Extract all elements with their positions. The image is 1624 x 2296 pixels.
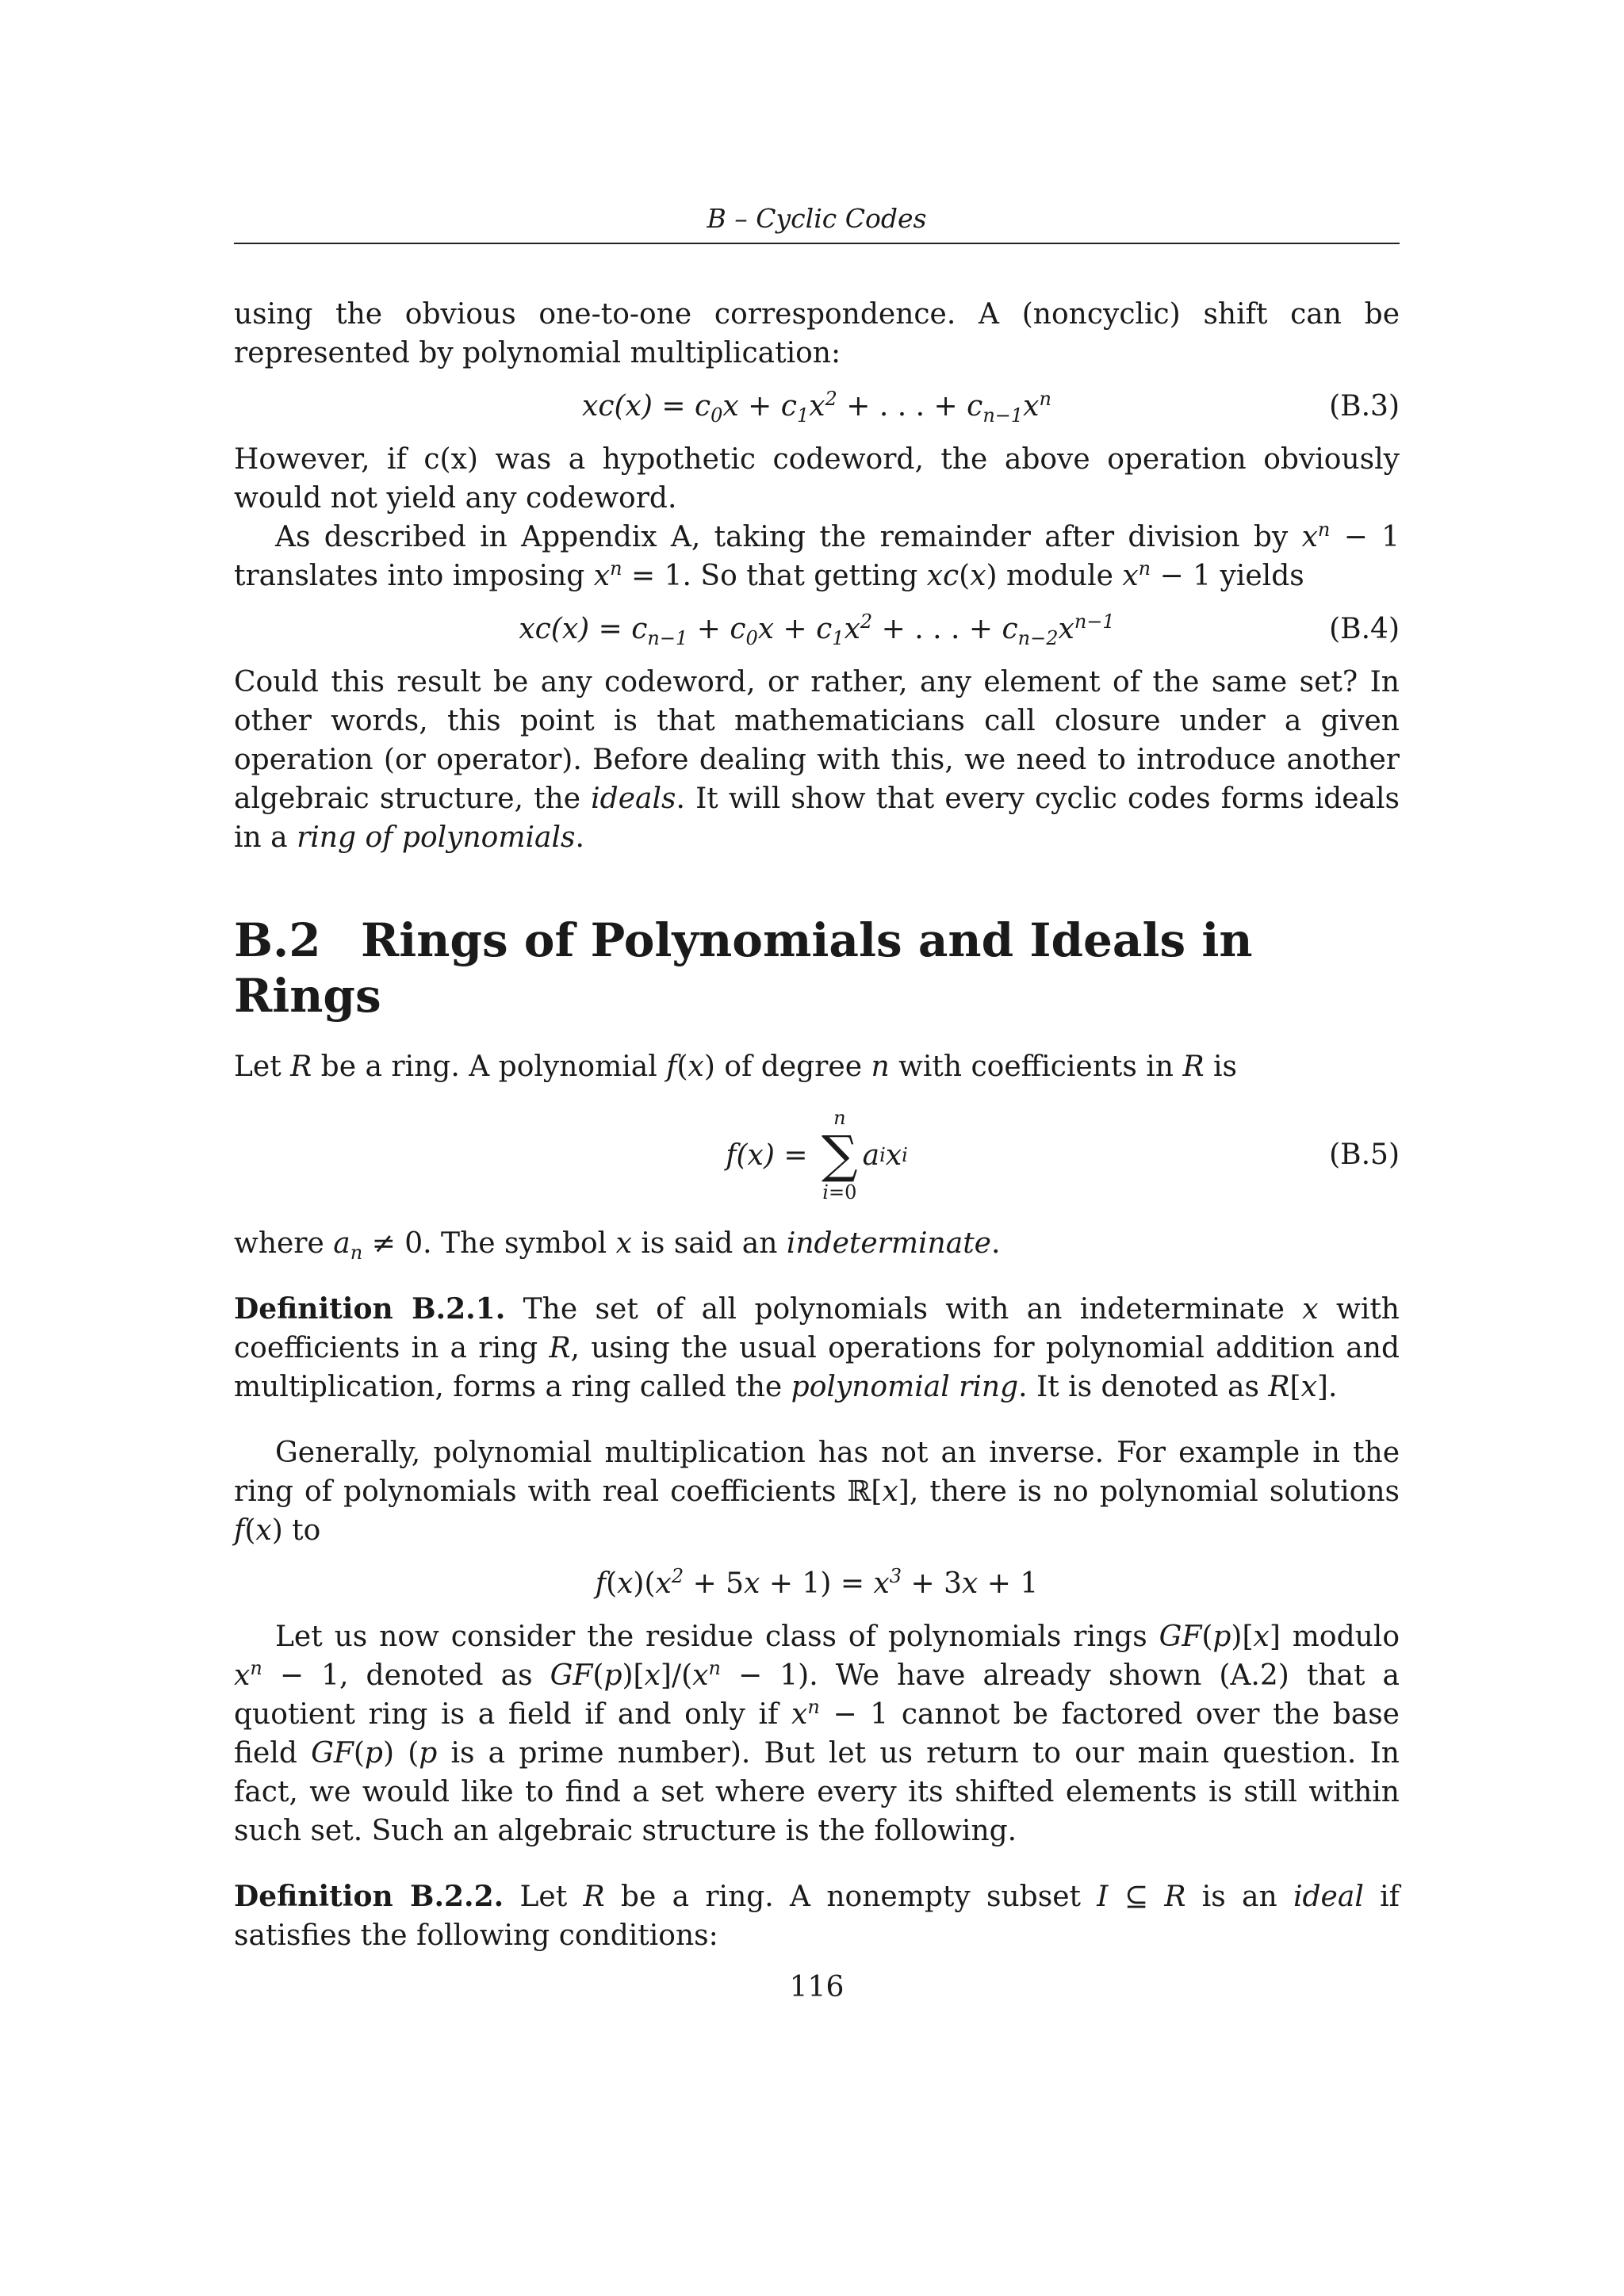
- definition-b-2-2: Definition B.2.2. Let R be a ring. A nonempty subset I ⊆ R is an ideal if satisfies the following conditions:: [234, 1880, 1400, 1952]
- section-heading: [234, 913, 1400, 1024]
- equation-formula: f(x) = n ∑ i=0 a i x i: [726, 1107, 908, 1203]
- equation-number: (B.5): [1329, 1138, 1400, 1171]
- paragraph: using the obvious one-to-one correspondence. A (noncyclic) shift can be represented by polynomial multiplication:: [234, 298, 1400, 369]
- equation-number: (B.3): [1329, 390, 1400, 423]
- running-head: B – Cyclic Codes: [707, 203, 927, 234]
- summation-sign: n ∑ i=0: [821, 1107, 858, 1203]
- equation-formula: $xc(x) = c_{n-1} + c_0x + c_1x^2$ + . . . + $c_{n-2}x^{n-1}$: [519, 610, 1115, 650]
- section-number: B.2: [234, 913, 321, 967]
- equation-b5: [234, 1096, 1400, 1215]
- paragraph: Generally, polynomial multiplication has not an inverse. For example in the ring of polynomials with real coefficients ℝ[x], there is no polynomial solutions f(x) to: [234, 1437, 1400, 1547]
- equation-number: (B.4): [1329, 613, 1400, 645]
- paragraph: Let us now consider the residue class of polynomials rings GF(p)[x] modulo $x^n - 1$, denoted as $GF(p)[x]/(x^n - 1)$. We have already shown (A.2) that a quotient ring is a field if and only if $x^n - 1$ cannot be factored over the base field GF(p) (p is a prime number). But let us return to our main question. In fact, we would like to find a set where every its shifted elements is still within such set. Such an algebraic structure is the following.: [234, 1621, 1400, 1847]
- definition-b-2-1: Definition B.2.1. The set of all polynomials with an indeterminate x with coefficients in a ring R, using the usual operations for polynomial addition and multiplication, forms a ring called the polynomial ring. It is denoted as R[x].: [234, 1292, 1400, 1403]
- paragraph: As described in Appendix A, taking the remainder after division by $x^n - 1$ translates into imposing $x^n = 1$. So that getting xc(x) module $x^n - 1$ yields: [234, 519, 1400, 592]
- paragraph: where $a_n \ne 0$. The symbol x is said an indeterminate.: [234, 1227, 1001, 1265]
- page-number: 116: [789, 1971, 845, 2003]
- section-title: Rings of Polynomials and Ideals in Rings: [234, 913, 1253, 1023]
- equation-formula: $xc(x) = c_0x + c_1x^2$ + . . . + $c_{n-1}x^n$: [582, 388, 1051, 427]
- header-rule: [234, 243, 1400, 244]
- paragraph: Let R be a ring. A polynomial f(x) of degree n with coefficients in R is: [234, 1050, 1237, 1083]
- equation-b4: [234, 610, 1400, 649]
- equation-b3: [234, 387, 1400, 426]
- paragraph: However, if c(x) was a hypothetic codeword, the above operation obviously would not yield any codeword.: [234, 443, 1400, 515]
- equation-formula: $f(x)(x^2 + 5x + 1) = x^3 + 3x + 1$: [595, 1565, 1039, 1600]
- paragraph: Could this result be any codeword, or rather, any element of the same set? In other words, this point is that mathematicians call closure under a given operation (or operator). Before dealing with this, we need to introduce another algebraic structure, the ideals. It will show that every cyclic codes forms ideals in a ring of polynomials.: [234, 666, 1400, 854]
- equation-unnumbered: [234, 1564, 1400, 1603]
- page-body: [234, 295, 1400, 1955]
